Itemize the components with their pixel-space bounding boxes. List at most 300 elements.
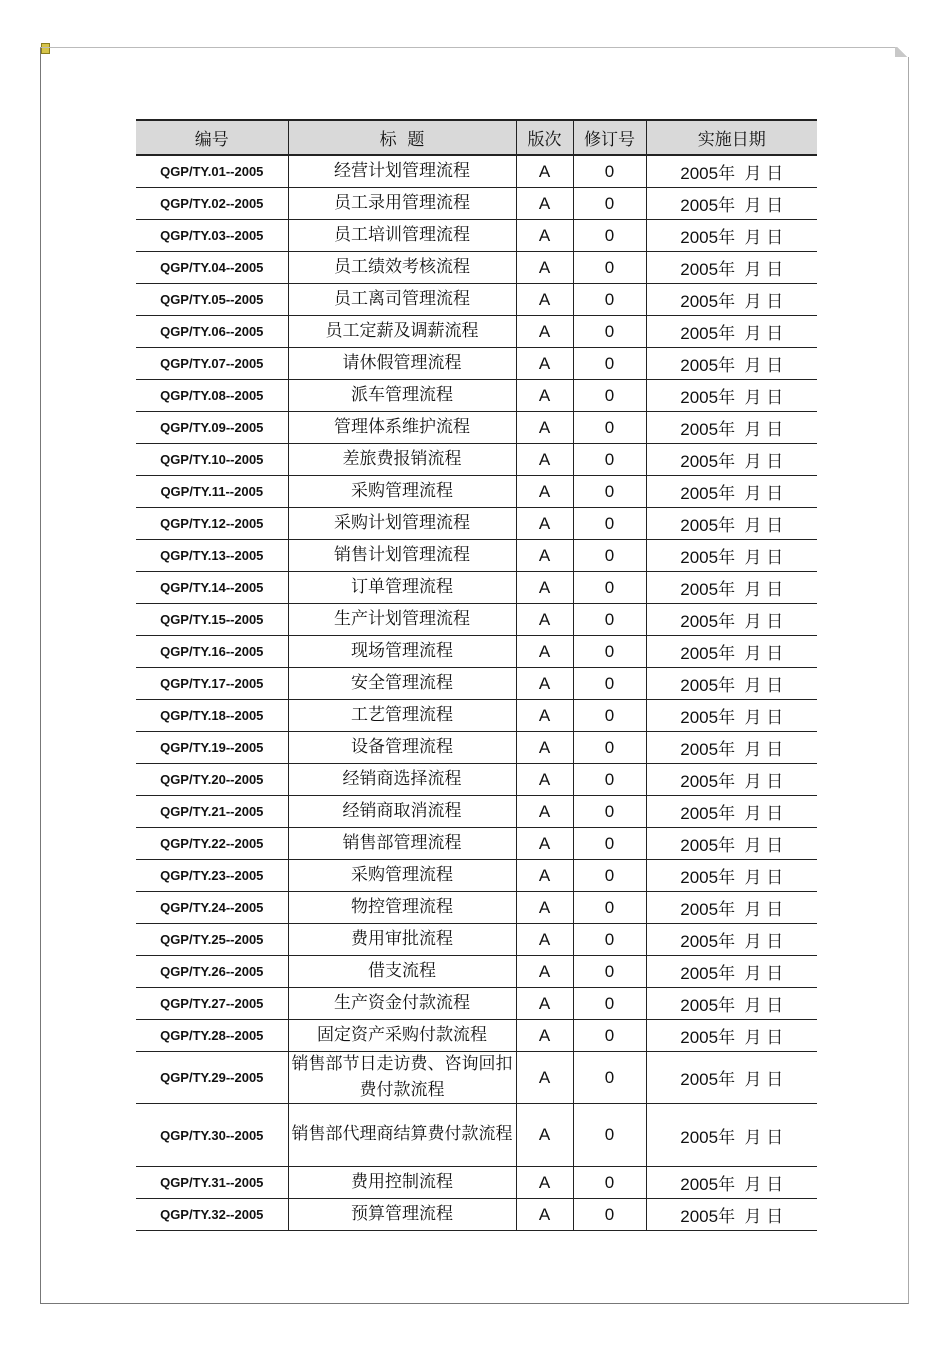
effective-date bbox=[646, 764, 817, 796]
document-title bbox=[288, 284, 516, 316]
document-version bbox=[516, 508, 573, 540]
table-row bbox=[136, 860, 817, 892]
document-code-text: QGP/TY.08--2005 bbox=[160, 388, 264, 403]
effective-date-text: 2005年 月 日 bbox=[680, 292, 784, 311]
document-version-text: A bbox=[538, 993, 551, 1013]
document-title bbox=[288, 892, 516, 924]
document-title bbox=[288, 1167, 516, 1199]
document-title bbox=[288, 348, 516, 380]
document-code-text: QGP/TY.06--2005 bbox=[160, 324, 264, 339]
document-revision bbox=[573, 604, 646, 636]
document-code-text: QGP/TY.10--2005 bbox=[160, 452, 264, 467]
document-title bbox=[288, 508, 516, 540]
document-code bbox=[136, 796, 288, 828]
effective-date bbox=[646, 220, 817, 252]
document-revision-text: 0 bbox=[604, 225, 615, 245]
document-version-text: A bbox=[538, 1125, 551, 1144]
document-code-text: QGP/TY.02--2005 bbox=[160, 196, 264, 211]
effective-date bbox=[646, 956, 817, 988]
document-revision-text: 0 bbox=[604, 865, 615, 885]
document-title bbox=[288, 476, 516, 508]
document-code bbox=[136, 860, 288, 892]
effective-date-text: 2005年 月 日 bbox=[680, 196, 784, 215]
document-revision bbox=[573, 284, 646, 316]
document-revision-text: 0 bbox=[604, 833, 615, 853]
document-version bbox=[516, 668, 573, 700]
document-title bbox=[288, 1020, 516, 1052]
document-code bbox=[136, 444, 288, 476]
document-version bbox=[516, 380, 573, 412]
effective-date bbox=[646, 348, 817, 380]
document-version bbox=[516, 284, 573, 316]
effective-date-text: 2005年 月 日 bbox=[680, 900, 784, 919]
document-version-text: A bbox=[538, 161, 551, 181]
document-code bbox=[136, 155, 288, 188]
document-version-text: A bbox=[538, 1172, 551, 1192]
document-title-text: 差旅费报销流程 bbox=[342, 448, 462, 469]
document-code bbox=[136, 1167, 288, 1199]
document-version bbox=[516, 348, 573, 380]
effective-date bbox=[646, 476, 817, 508]
document-revision-text: 0 bbox=[604, 289, 615, 309]
table-row bbox=[136, 316, 817, 348]
document-version-text: A bbox=[538, 1204, 551, 1224]
document-version bbox=[516, 764, 573, 796]
document-revision bbox=[573, 316, 646, 348]
table-row bbox=[136, 636, 817, 668]
document-revision-text: 0 bbox=[604, 1172, 615, 1192]
document-version bbox=[516, 892, 573, 924]
effective-date bbox=[646, 284, 817, 316]
effective-date-text: 2005年 月 日 bbox=[680, 164, 784, 183]
table-row bbox=[136, 284, 817, 316]
effective-date bbox=[646, 732, 817, 764]
effective-date-text: 2005年 月 日 bbox=[680, 804, 784, 823]
effective-date bbox=[646, 1167, 817, 1199]
document-title-text: 订单管理流程 bbox=[351, 576, 453, 597]
effective-date bbox=[646, 540, 817, 572]
document-version-text: A bbox=[538, 545, 551, 565]
document-code-text: QGP/TY.20--2005 bbox=[160, 772, 264, 787]
document-title-text: 借支流程 bbox=[368, 960, 436, 981]
document-code-text: QGP/TY.26--2005 bbox=[160, 964, 264, 979]
document-revision bbox=[573, 636, 646, 668]
document-title bbox=[288, 188, 516, 220]
table-header-row bbox=[136, 120, 817, 155]
document-title-text: 经营计划管理流程 bbox=[334, 160, 470, 181]
document-code-text: QGP/TY.31--2005 bbox=[160, 1175, 264, 1190]
document-version-text: A bbox=[538, 449, 551, 469]
document-revision-text: 0 bbox=[604, 801, 615, 821]
document-title-text: 员工培训管理流程 bbox=[334, 224, 470, 245]
document-title-text: 员工绩效考核流程 bbox=[334, 256, 470, 277]
document-revision-text: 0 bbox=[604, 673, 615, 693]
table-body bbox=[136, 155, 817, 1231]
document-version-text: A bbox=[538, 737, 551, 757]
document-version-text: A bbox=[538, 961, 551, 981]
document-code-text: QGP/TY.32--2005 bbox=[160, 1207, 264, 1222]
effective-date-text: 2005年 月 日 bbox=[680, 388, 784, 407]
document-title-text: 经销商取消流程 bbox=[342, 800, 462, 821]
table-row bbox=[136, 892, 817, 924]
effective-date bbox=[646, 508, 817, 540]
document-code-text: QGP/TY.24--2005 bbox=[160, 900, 264, 915]
effective-date bbox=[646, 412, 817, 444]
document-revision-text: 0 bbox=[604, 545, 615, 565]
document-code-text: QGP/TY.15--2005 bbox=[160, 612, 264, 627]
effective-date-text: 2005年 月 日 bbox=[680, 964, 784, 983]
document-revision-text: 0 bbox=[604, 1067, 615, 1087]
document-title bbox=[288, 668, 516, 700]
document-code bbox=[136, 572, 288, 604]
document-version bbox=[516, 700, 573, 732]
document-title-text: 安全管理流程 bbox=[351, 672, 453, 693]
effective-date-text: 2005年 月 日 bbox=[680, 516, 784, 535]
effective-date-text: 2005年 月 日 bbox=[680, 1207, 784, 1226]
document-code-text: QGP/TY.25--2005 bbox=[160, 932, 264, 947]
effective-date-text: 2005年 月 日 bbox=[680, 772, 784, 791]
document-title bbox=[288, 636, 516, 668]
document-version bbox=[516, 988, 573, 1020]
document-revision bbox=[573, 444, 646, 476]
effective-date bbox=[646, 1199, 817, 1231]
document-title bbox=[288, 220, 516, 252]
effective-date-text: 2005年 月 日 bbox=[680, 356, 784, 375]
document-title-text: 费用审批流程 bbox=[351, 928, 453, 949]
table-row bbox=[136, 668, 817, 700]
effective-date-text: 2005年 月 日 bbox=[680, 580, 784, 599]
effective-date-text: 2005年 月 日 bbox=[680, 260, 784, 279]
document-version bbox=[516, 540, 573, 572]
document-version-text: A bbox=[538, 609, 551, 629]
document-revision-text: 0 bbox=[604, 193, 615, 213]
document-version-text: A bbox=[538, 385, 551, 405]
document-title bbox=[288, 316, 516, 348]
document-code-text: QGP/TY.05--2005 bbox=[160, 292, 264, 307]
document-revision-text: 0 bbox=[604, 993, 615, 1013]
document-revision-text: 0 bbox=[604, 929, 615, 949]
effective-date bbox=[646, 188, 817, 220]
table-row bbox=[136, 220, 817, 252]
document-title-text: 设备管理流程 bbox=[351, 736, 453, 757]
document-revision-text: 0 bbox=[604, 705, 615, 725]
document-title-text: 生产计划管理流程 bbox=[334, 608, 470, 629]
document-revision-text: 0 bbox=[604, 897, 615, 917]
table-row bbox=[136, 188, 817, 220]
document-revision bbox=[573, 412, 646, 444]
effective-date-text: 2005年 月 日 bbox=[680, 548, 784, 567]
document-version bbox=[516, 1199, 573, 1231]
document-title bbox=[288, 1104, 516, 1167]
document-code bbox=[136, 1104, 288, 1167]
document-code-text: QGP/TY.16--2005 bbox=[160, 644, 264, 659]
document-version-text: A bbox=[538, 865, 551, 885]
document-revision bbox=[573, 892, 646, 924]
document-title-text: 采购管理流程 bbox=[351, 480, 453, 501]
table-row bbox=[136, 828, 817, 860]
document-code-text: QGP/TY.04--2005 bbox=[160, 260, 264, 275]
effective-date bbox=[646, 572, 817, 604]
effective-date-text: 2005年 月 日 bbox=[680, 484, 784, 503]
document-revision-text: 0 bbox=[604, 769, 615, 789]
document-title bbox=[288, 732, 516, 764]
document-revision-text: 0 bbox=[604, 1125, 615, 1144]
document-code-text: QGP/TY.11--2005 bbox=[160, 484, 264, 499]
document-code bbox=[136, 540, 288, 572]
document-code bbox=[136, 316, 288, 348]
document-revision bbox=[573, 1104, 646, 1167]
document-revision-text: 0 bbox=[604, 449, 615, 469]
effective-date-text: 2005年 月 日 bbox=[680, 420, 784, 439]
table-row bbox=[136, 988, 817, 1020]
effective-date-text: 2005年 月 日 bbox=[680, 228, 784, 247]
document-revision bbox=[573, 1199, 646, 1231]
document-version-text: A bbox=[538, 801, 551, 821]
document-code-text: QGP/TY.09--2005 bbox=[160, 420, 264, 435]
document-code bbox=[136, 188, 288, 220]
document-version-text: A bbox=[538, 1025, 551, 1045]
document-code-text: QGP/TY.28--2005 bbox=[160, 1028, 264, 1043]
document-version-text: A bbox=[538, 577, 551, 597]
table-row bbox=[136, 252, 817, 284]
document-version-text: A bbox=[538, 673, 551, 693]
document-code bbox=[136, 380, 288, 412]
effective-date bbox=[646, 924, 817, 956]
document-revision bbox=[573, 988, 646, 1020]
effective-date bbox=[646, 988, 817, 1020]
document-code bbox=[136, 252, 288, 284]
document-code-text: QGP/TY.07--2005 bbox=[160, 356, 264, 371]
table-row bbox=[136, 572, 817, 604]
effective-date-text: 2005年 月 日 bbox=[680, 676, 784, 695]
table-row bbox=[136, 155, 817, 188]
document-code bbox=[136, 764, 288, 796]
effective-date bbox=[646, 796, 817, 828]
document-code bbox=[136, 988, 288, 1020]
document-title bbox=[288, 956, 516, 988]
document-title bbox=[288, 155, 516, 188]
document-revision-text: 0 bbox=[604, 481, 615, 501]
document-title-text: 员工定薪及调薪流程 bbox=[325, 320, 479, 341]
header-revision: 修订号 bbox=[573, 120, 646, 155]
document-revision bbox=[573, 764, 646, 796]
document-revision bbox=[573, 860, 646, 892]
table-row bbox=[136, 380, 817, 412]
document-title bbox=[288, 988, 516, 1020]
document-code-text: QGP/TY.01--2005 bbox=[160, 164, 264, 179]
document-title-text: 预算管理流程 bbox=[351, 1203, 453, 1224]
document-revision bbox=[573, 700, 646, 732]
effective-date-text: 2005年 月 日 bbox=[680, 836, 784, 855]
document-version bbox=[516, 188, 573, 220]
document-code bbox=[136, 284, 288, 316]
document-title-text: 销售部代理商结算费付款流程 bbox=[291, 1124, 513, 1145]
document-title-text: 现场管理流程 bbox=[351, 640, 453, 661]
document-version-text: A bbox=[538, 929, 551, 949]
document-code bbox=[136, 828, 288, 860]
effective-date-text: 2005年 月 日 bbox=[680, 1127, 784, 1147]
document-revision-text: 0 bbox=[604, 577, 615, 597]
document-title-text: 销售部管理流程 bbox=[342, 832, 462, 853]
table-row bbox=[136, 508, 817, 540]
document-version-text: A bbox=[538, 897, 551, 917]
effective-date-text: 2005年 月 日 bbox=[680, 324, 784, 343]
effective-date-text: 2005年 月 日 bbox=[680, 996, 784, 1015]
effective-date-text: 2005年 月 日 bbox=[680, 708, 784, 727]
document-revision bbox=[573, 668, 646, 700]
document-title-text: 销售计划管理流程 bbox=[334, 544, 470, 565]
effective-date-text: 2005年 月 日 bbox=[680, 932, 784, 951]
document-code-text: QGP/TY.13--2005 bbox=[160, 548, 264, 563]
table-row bbox=[136, 1020, 817, 1052]
document-version bbox=[516, 828, 573, 860]
document-version bbox=[516, 796, 573, 828]
document-revision-text: 0 bbox=[604, 1025, 615, 1045]
document-title bbox=[288, 540, 516, 572]
document-version-text: A bbox=[538, 769, 551, 789]
effective-date-text: 2005年 月 日 bbox=[680, 1028, 784, 1047]
document-code bbox=[136, 732, 288, 764]
document-title bbox=[288, 380, 516, 412]
document-version-text: A bbox=[538, 1067, 551, 1087]
document-title bbox=[288, 700, 516, 732]
document-revision bbox=[573, 956, 646, 988]
document-version-text: A bbox=[538, 833, 551, 853]
document-version bbox=[516, 316, 573, 348]
document-revision bbox=[573, 155, 646, 188]
effective-date bbox=[646, 1020, 817, 1052]
document-code bbox=[136, 476, 288, 508]
document-version bbox=[516, 1020, 573, 1052]
document-code-text: QGP/TY.14--2005 bbox=[160, 580, 264, 595]
document-version bbox=[516, 732, 573, 764]
page-corner-fold bbox=[895, 47, 909, 57]
document-version-text: A bbox=[538, 353, 551, 373]
document-title bbox=[288, 1199, 516, 1231]
document-version bbox=[516, 444, 573, 476]
document-code bbox=[136, 636, 288, 668]
document-version-text: A bbox=[538, 321, 551, 341]
document-revision-text: 0 bbox=[604, 961, 615, 981]
document-code-text: QGP/TY.03--2005 bbox=[160, 228, 264, 243]
effective-date bbox=[646, 604, 817, 636]
document-revision-text: 0 bbox=[604, 513, 615, 533]
document-code-text: QGP/TY.27--2005 bbox=[160, 996, 264, 1011]
document-version bbox=[516, 924, 573, 956]
document-title-text: 物控管理流程 bbox=[351, 896, 453, 917]
process-document-table bbox=[136, 119, 817, 1231]
effective-date-text: 2005年 月 日 bbox=[680, 612, 784, 631]
document-code-text: QGP/TY.22--2005 bbox=[160, 836, 264, 851]
document-revision bbox=[573, 380, 646, 412]
document-title bbox=[288, 796, 516, 828]
document-title bbox=[288, 604, 516, 636]
document-version bbox=[516, 604, 573, 636]
document-revision bbox=[573, 188, 646, 220]
table-row bbox=[136, 540, 817, 572]
document-title-text: 采购计划管理流程 bbox=[334, 512, 470, 533]
document-revision bbox=[573, 732, 646, 764]
table-row bbox=[136, 700, 817, 732]
document-version bbox=[516, 1104, 573, 1167]
document-version-text: A bbox=[538, 289, 551, 309]
document-code bbox=[136, 892, 288, 924]
document-revision bbox=[573, 796, 646, 828]
document-code bbox=[136, 220, 288, 252]
document-title bbox=[288, 572, 516, 604]
document-version-text: A bbox=[538, 513, 551, 533]
document-title-text: 费用控制流程 bbox=[351, 1171, 453, 1192]
document-code bbox=[136, 1052, 288, 1104]
document-revision bbox=[573, 1052, 646, 1104]
document-title-text: 固定资产采购付款流程 bbox=[317, 1024, 487, 1045]
document-code bbox=[136, 956, 288, 988]
document-title bbox=[288, 924, 516, 956]
document-code-text: QGP/TY.17--2005 bbox=[160, 676, 264, 691]
document-title-text: 生产资金付款流程 bbox=[334, 992, 470, 1013]
table-row bbox=[136, 412, 817, 444]
document-title bbox=[288, 1052, 516, 1104]
document-version-text: A bbox=[538, 193, 551, 213]
effective-date bbox=[646, 636, 817, 668]
document-revision bbox=[573, 924, 646, 956]
effective-date-text: 2005年 月 日 bbox=[680, 868, 784, 887]
document-code bbox=[136, 668, 288, 700]
document-revision bbox=[573, 252, 646, 284]
document-version bbox=[516, 476, 573, 508]
document-revision-text: 0 bbox=[604, 1204, 615, 1224]
header-effective-date: 实施日期 bbox=[646, 120, 817, 155]
table-row bbox=[136, 604, 817, 636]
document-revision bbox=[573, 1167, 646, 1199]
table-row bbox=[136, 476, 817, 508]
document-revision-text: 0 bbox=[604, 641, 615, 661]
table-row bbox=[136, 956, 817, 988]
effective-date bbox=[646, 316, 817, 348]
document-title-text: 请休假管理流程 bbox=[342, 352, 462, 373]
table-row bbox=[136, 1104, 817, 1167]
document-title-text: 销售部节日走访费、咨询回扣费付款流程 bbox=[291, 1054, 513, 1100]
document-version bbox=[516, 412, 573, 444]
table-row bbox=[136, 348, 817, 380]
document-title bbox=[288, 828, 516, 860]
document-code-text: QGP/TY.21--2005 bbox=[160, 804, 264, 819]
effective-date bbox=[646, 380, 817, 412]
effective-date bbox=[646, 700, 817, 732]
document-revision bbox=[573, 220, 646, 252]
document-code bbox=[136, 924, 288, 956]
document-revision-text: 0 bbox=[604, 257, 615, 277]
document-revision bbox=[573, 508, 646, 540]
document-revision-text: 0 bbox=[604, 737, 615, 757]
document-title-text: 员工离司管理流程 bbox=[334, 288, 470, 309]
document-title bbox=[288, 860, 516, 892]
document-code bbox=[136, 700, 288, 732]
document-version bbox=[516, 1052, 573, 1104]
document-title bbox=[288, 764, 516, 796]
document-version bbox=[516, 220, 573, 252]
document-title-text: 派车管理流程 bbox=[351, 384, 453, 405]
document-code-text: QGP/TY.19--2005 bbox=[160, 740, 264, 755]
effective-date bbox=[646, 155, 817, 188]
header-title: 标 题 bbox=[288, 120, 516, 155]
document-code bbox=[136, 604, 288, 636]
document-title-text: 员工录用管理流程 bbox=[334, 192, 470, 213]
document-title-text: 工艺管理流程 bbox=[351, 704, 453, 725]
document-revision-text: 0 bbox=[604, 161, 615, 181]
effective-date bbox=[646, 444, 817, 476]
document-code-text: QGP/TY.12--2005 bbox=[160, 516, 264, 531]
